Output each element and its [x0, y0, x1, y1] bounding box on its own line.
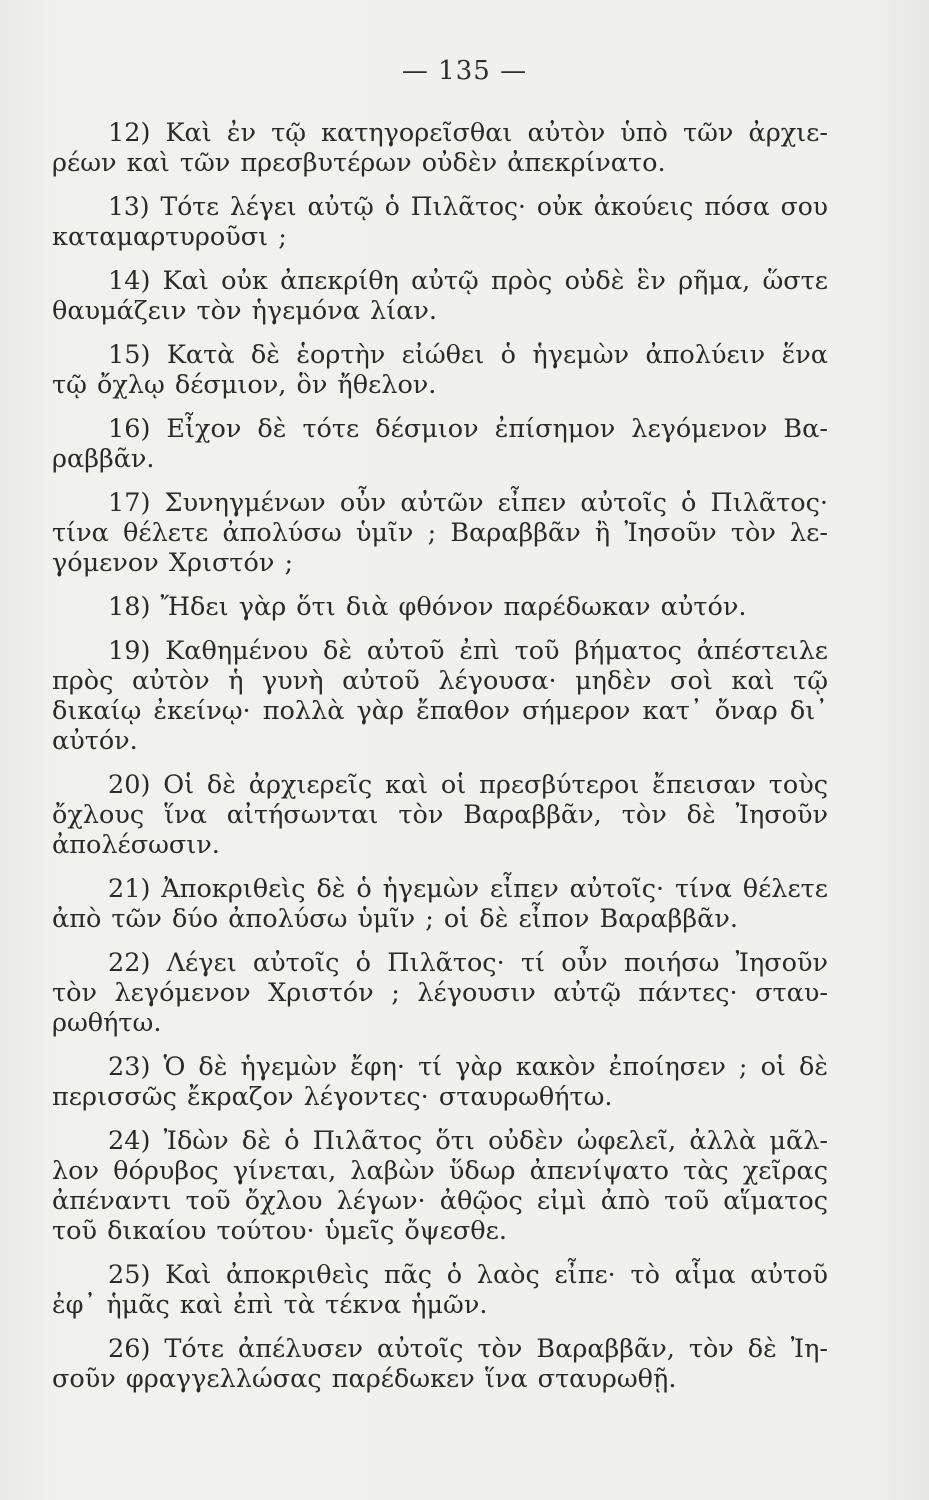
verse-line: 24) Ἰδὼν δὲ ὁ Πιλᾶτος ὅτι οὐδὲν ὠφελεῖ, ἀλλὰ μᾶλ- — [108, 1126, 828, 1156]
verse-15 — [52, 340, 828, 400]
verse-line: 22) Λέγει αὐτοῖς ὁ Πιλᾶτος· τί οὖν ποιήσω Ἰησοῦν — [108, 948, 828, 978]
verse-23 — [52, 1052, 828, 1112]
verse-line: περισσῶς ἔκραζον λέγοντες· σταυρωθήτω. — [52, 1082, 613, 1112]
verse-26 — [52, 1334, 828, 1394]
verse-17 — [52, 488, 828, 578]
verse-line: 13) Τότε λέγει αὐτῷ ὁ Πιλᾶτος· οὐκ ἀκούεις πόσα σου — [108, 192, 828, 221]
verse-line: τῷ ὄχλῳ δέσμιον, ὃν ἤθελον. — [52, 370, 437, 400]
verse-line: ἀπολέσωσιν. — [52, 830, 220, 860]
verse-line: καταμαρτυροῦσι ; — [52, 222, 287, 252]
verse-line: 20) Οἱ δὲ ἀρχιερεῖς καὶ οἱ πρεσβύτεροι ἔπεισαν τοὺς — [108, 770, 828, 800]
verse-14 — [52, 266, 828, 326]
verse-line: ἀπὸ τῶν δύο ἀπολύσω ὑμῖν ; οἱ δὲ εἶπον Βαραββᾶν. — [52, 904, 738, 934]
verse-line: ἀπέναντι τοῦ ὄχλου λέγων· ἀθῷος εἰμὶ ἀπὸ τοῦ αἵματος — [52, 1186, 828, 1216]
verse-line: 25) Καὶ ἀποκριθεὶς πᾶς ὁ λαὸς εἶπε· τὸ αἷμα αὐτοῦ — [108, 1260, 828, 1290]
verse-line: 17) Συνηγμένων οὖν αὐτῶν εἶπεν αὐτοῖς ὁ Πιλᾶτος· — [108, 488, 828, 518]
verse-line: δικαίῳ ἐκείνῳ· πολλὰ γὰρ ἔπαθον σήμερον κατ᾽ ὄναρ δι᾽ — [52, 696, 828, 726]
verse-line: γόμενον Χριστόν ; — [52, 548, 294, 578]
verse-18 — [52, 592, 828, 622]
verse-line: λον θόρυβος γίνεται, λαβὼν ὕδωρ ἀπενίψατο τὰς χεῖρας — [52, 1156, 828, 1186]
verse-line: ἐφ᾽ ἡμᾶς καὶ ἐπὶ τὰ τέκνα ἡμῶν. — [52, 1290, 488, 1320]
verse-line: 14) Καὶ οὐκ ἀπεκρίθη αὐτῷ πρὸς οὐδὲ ἓν ρῆμα, ὥστε — [108, 266, 828, 296]
verse-line: 21) Ἀποκριθεὶς δὲ ὁ ἡγεμὼν εἶπεν αὐτοῖς· τίνα θέλετε — [108, 874, 828, 904]
verse-13 — [52, 192, 828, 252]
verse-line: ρέων καὶ τῶν πρεσβυτέρων οὐδὲν ἀπεκρίνατο. — [52, 148, 666, 178]
verse-20 — [52, 770, 828, 860]
verse-line: 12) Καὶ ἐν τῷ κατηγορεῖσθαι αὐτὸν ὑπὸ τῶν ἀρχιε- — [108, 118, 828, 148]
page-number: — 135 — — [401, 56, 528, 86]
verse-22 — [52, 948, 828, 1038]
verse-12 — [52, 118, 828, 178]
verse-25 — [52, 1260, 828, 1320]
verse-19 — [52, 636, 828, 756]
verse-line: 26) Τότε ἀπέλυσεν αὐτοῖς τὸν Βαραββᾶν, τὸν δὲ Ἰη- — [108, 1334, 828, 1364]
verse-16 — [52, 414, 828, 474]
verse-line: 18) Ἤδει γὰρ ὅτι διὰ φθόνον παρέδωκαν αὐτόν. — [108, 592, 747, 622]
verse-line: ραββᾶν. — [52, 444, 155, 474]
verse-line: τοῦ δικαίου τούτου· ὑμεῖς ὄψεσθε. — [52, 1216, 507, 1246]
verse-line: 16) Εἶχον δὲ τότε δέσμιον ἐπίσημον λεγόμενον Βα- — [108, 414, 828, 444]
verse-line: ὄχλους ἵνα αἰτήσωνται τὸν Βαραββᾶν, τὸν δὲ Ἰησοῦν — [52, 800, 828, 830]
verse-21 — [52, 874, 828, 934]
verse-line: ρωθήτω. — [52, 1008, 162, 1038]
verse-24 — [52, 1126, 828, 1246]
verse-line: τὸν λεγόμενον Χριστόν ; λέγουσιν αὐτῷ πάντες· σταυ- — [52, 978, 828, 1008]
verse-line: πρὸς αὐτὸν ἡ γυνὴ αὐτοῦ λέγουσα· μηδὲν σοὶ καὶ τῷ — [52, 666, 828, 696]
verse-line: αὐτόν. — [52, 726, 138, 756]
verse-line: σοῦν φραγγελλώσας παρέδωκεν ἵνα σταυρωθῇ. — [52, 1364, 677, 1394]
verse-line: τίνα θέλετε ἀπολύσω ὑμῖν ; Βαραββᾶν ἢ Ἰησοῦν τὸν λε- — [52, 518, 828, 548]
verse-line: θαυμάζειν τὸν ἡγεμόνα λίαν. — [52, 296, 438, 326]
verse-text-block — [52, 118, 828, 1394]
verse-line: 23) Ὁ δὲ ἡγεμὼν ἔφη· τί γὰρ κακὸν ἐποίησεν ; οἱ δὲ — [108, 1052, 828, 1082]
verse-line: 15) Κατὰ δὲ ἑορτὴν εἰώθει ὁ ἡγεμὼν ἀπολύειν ἕνα — [108, 340, 828, 370]
verse-line: 19) Καθημένου δὲ αὐτοῦ ἐπὶ τοῦ βήματος ἀπέστειλε — [108, 636, 828, 666]
